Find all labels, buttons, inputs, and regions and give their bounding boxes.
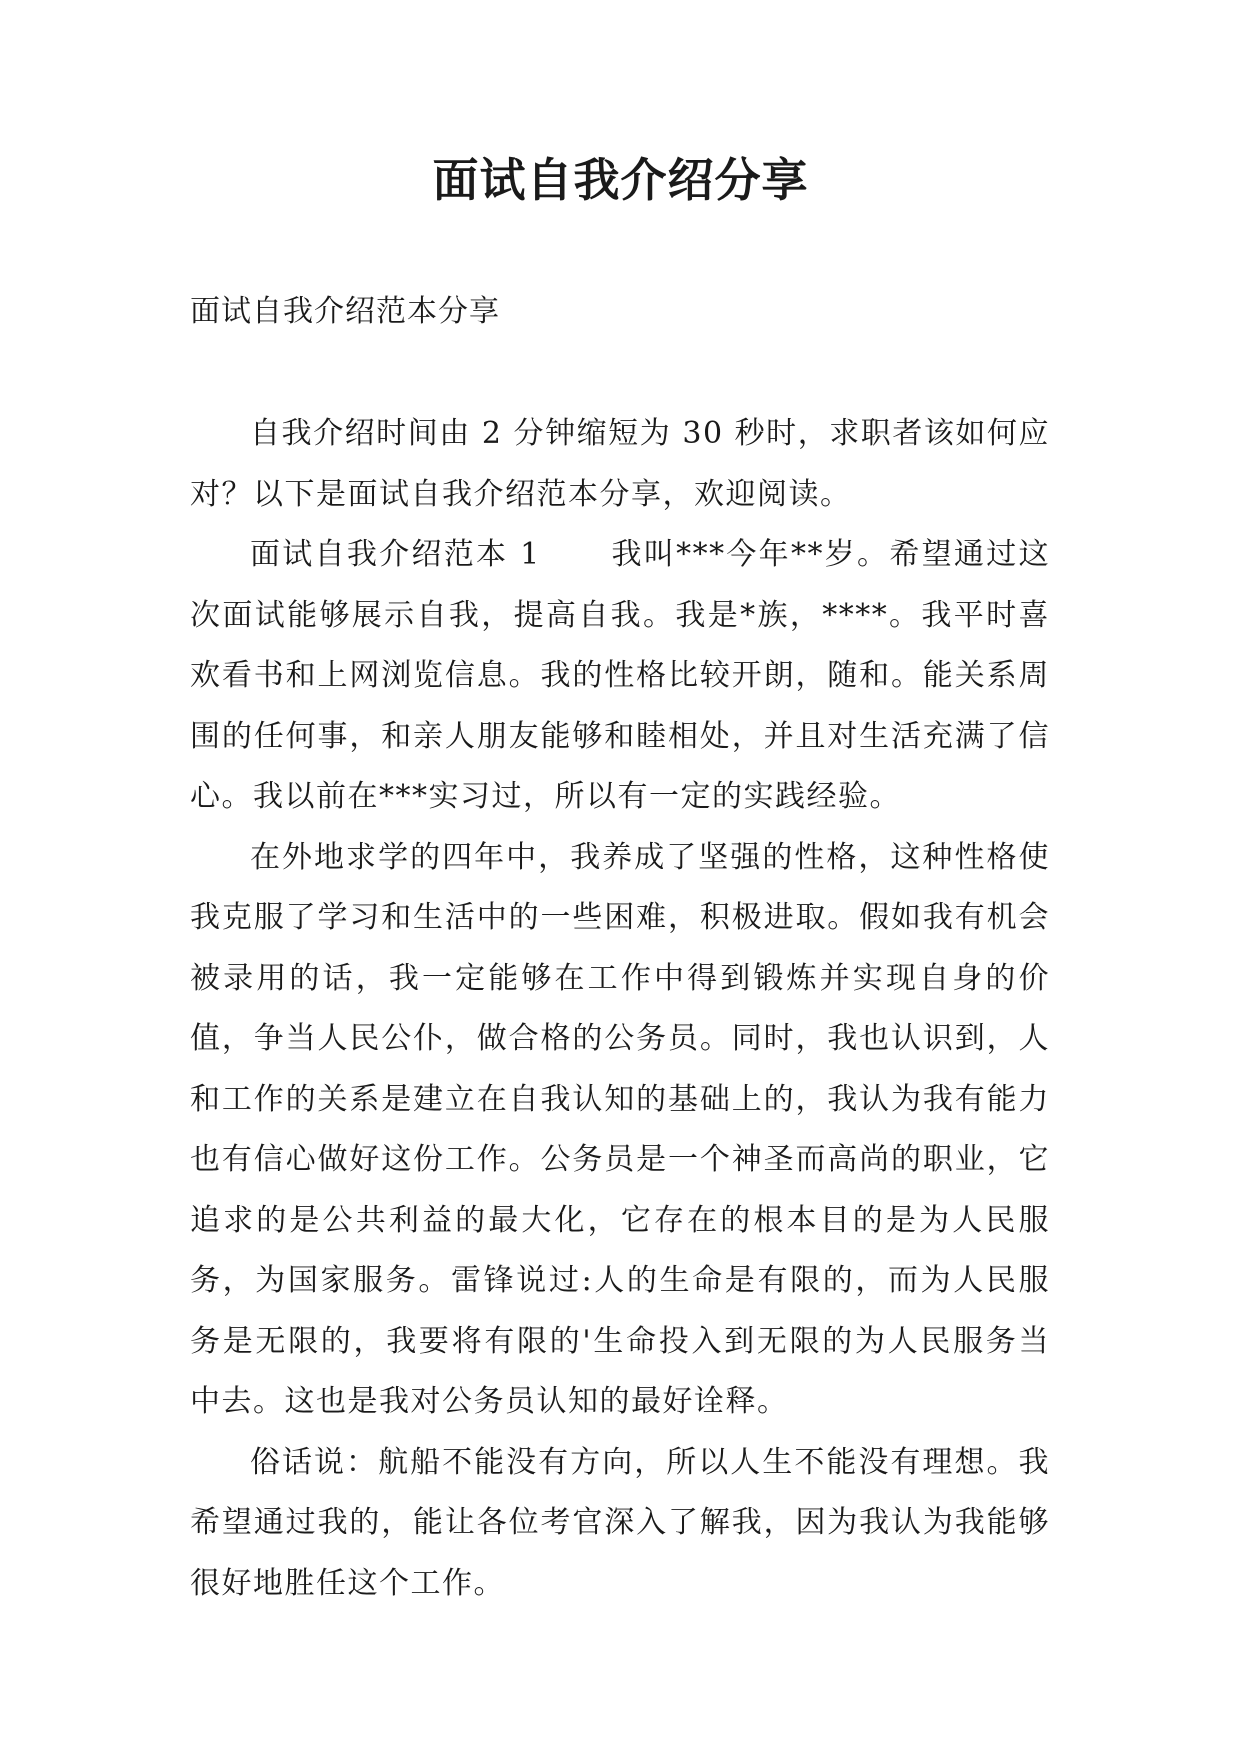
paragraph-study: 在外地求学的四年中，我养成了坚强的性格，这种性格使我克服了学习和生活中的一些困难，积极进取。假如我有机会被录用的话，我一定能够在工作中得到锻炼并实现自身的价值，争当人民公仆，做合格的公务员。同时，我也认识到，人和工作的关系是建立在自我认知的基础上的，我认为我有能力也有信心做好这份工作。公务员是一个神圣而高尚的职业，它追求的是公共利益的最大化，它存在的根本目的是为人民服务，为国家服务。雷锋说过:人的生命是有限的，而为人民服务是无限的，我要将有限的'生命投入到无限的为人民服务当中去。这也是我对公务员认知的最好诠释。 bbox=[190, 839, 1050, 1419]
document-title: 面试自我介绍分享 bbox=[432, 153, 809, 207]
paragraph-sample-1-text: 我叫***今年**岁。希望通过这次面试能够展示自我，提高自我。我是*族，****。我平时喜欢看书和上网浏览信息。我的性格比较开朗，随和。能关系周围的任何事，和亲人朋友能够和睦相处，并且对生活充满了信心。我以前在***实习过，所以有一定的实践经验。 bbox=[190, 537, 1051, 814]
document-subtitle: 面试自我介绍范本分享 bbox=[190, 294, 500, 329]
document-body bbox=[190, 404, 1050, 1614]
paragraph-sample-1 bbox=[190, 525, 1050, 828]
paragraph-conclusion: 俗话说：航船不能没有方向，所以人生不能没有理想。我希望通过我的，能让各位考官深入了解我，因为我认为我能够很好地胜任这个工作。 bbox=[190, 1444, 1050, 1601]
sample-label: 面试自我介绍范本 1 bbox=[250, 537, 541, 572]
paragraph-intro: 自我介绍时间由 2 分钟缩短为 30 秒时，求职者该如何应对？以下是面试自我介绍范本分享，欢迎阅读。 bbox=[190, 416, 1050, 512]
